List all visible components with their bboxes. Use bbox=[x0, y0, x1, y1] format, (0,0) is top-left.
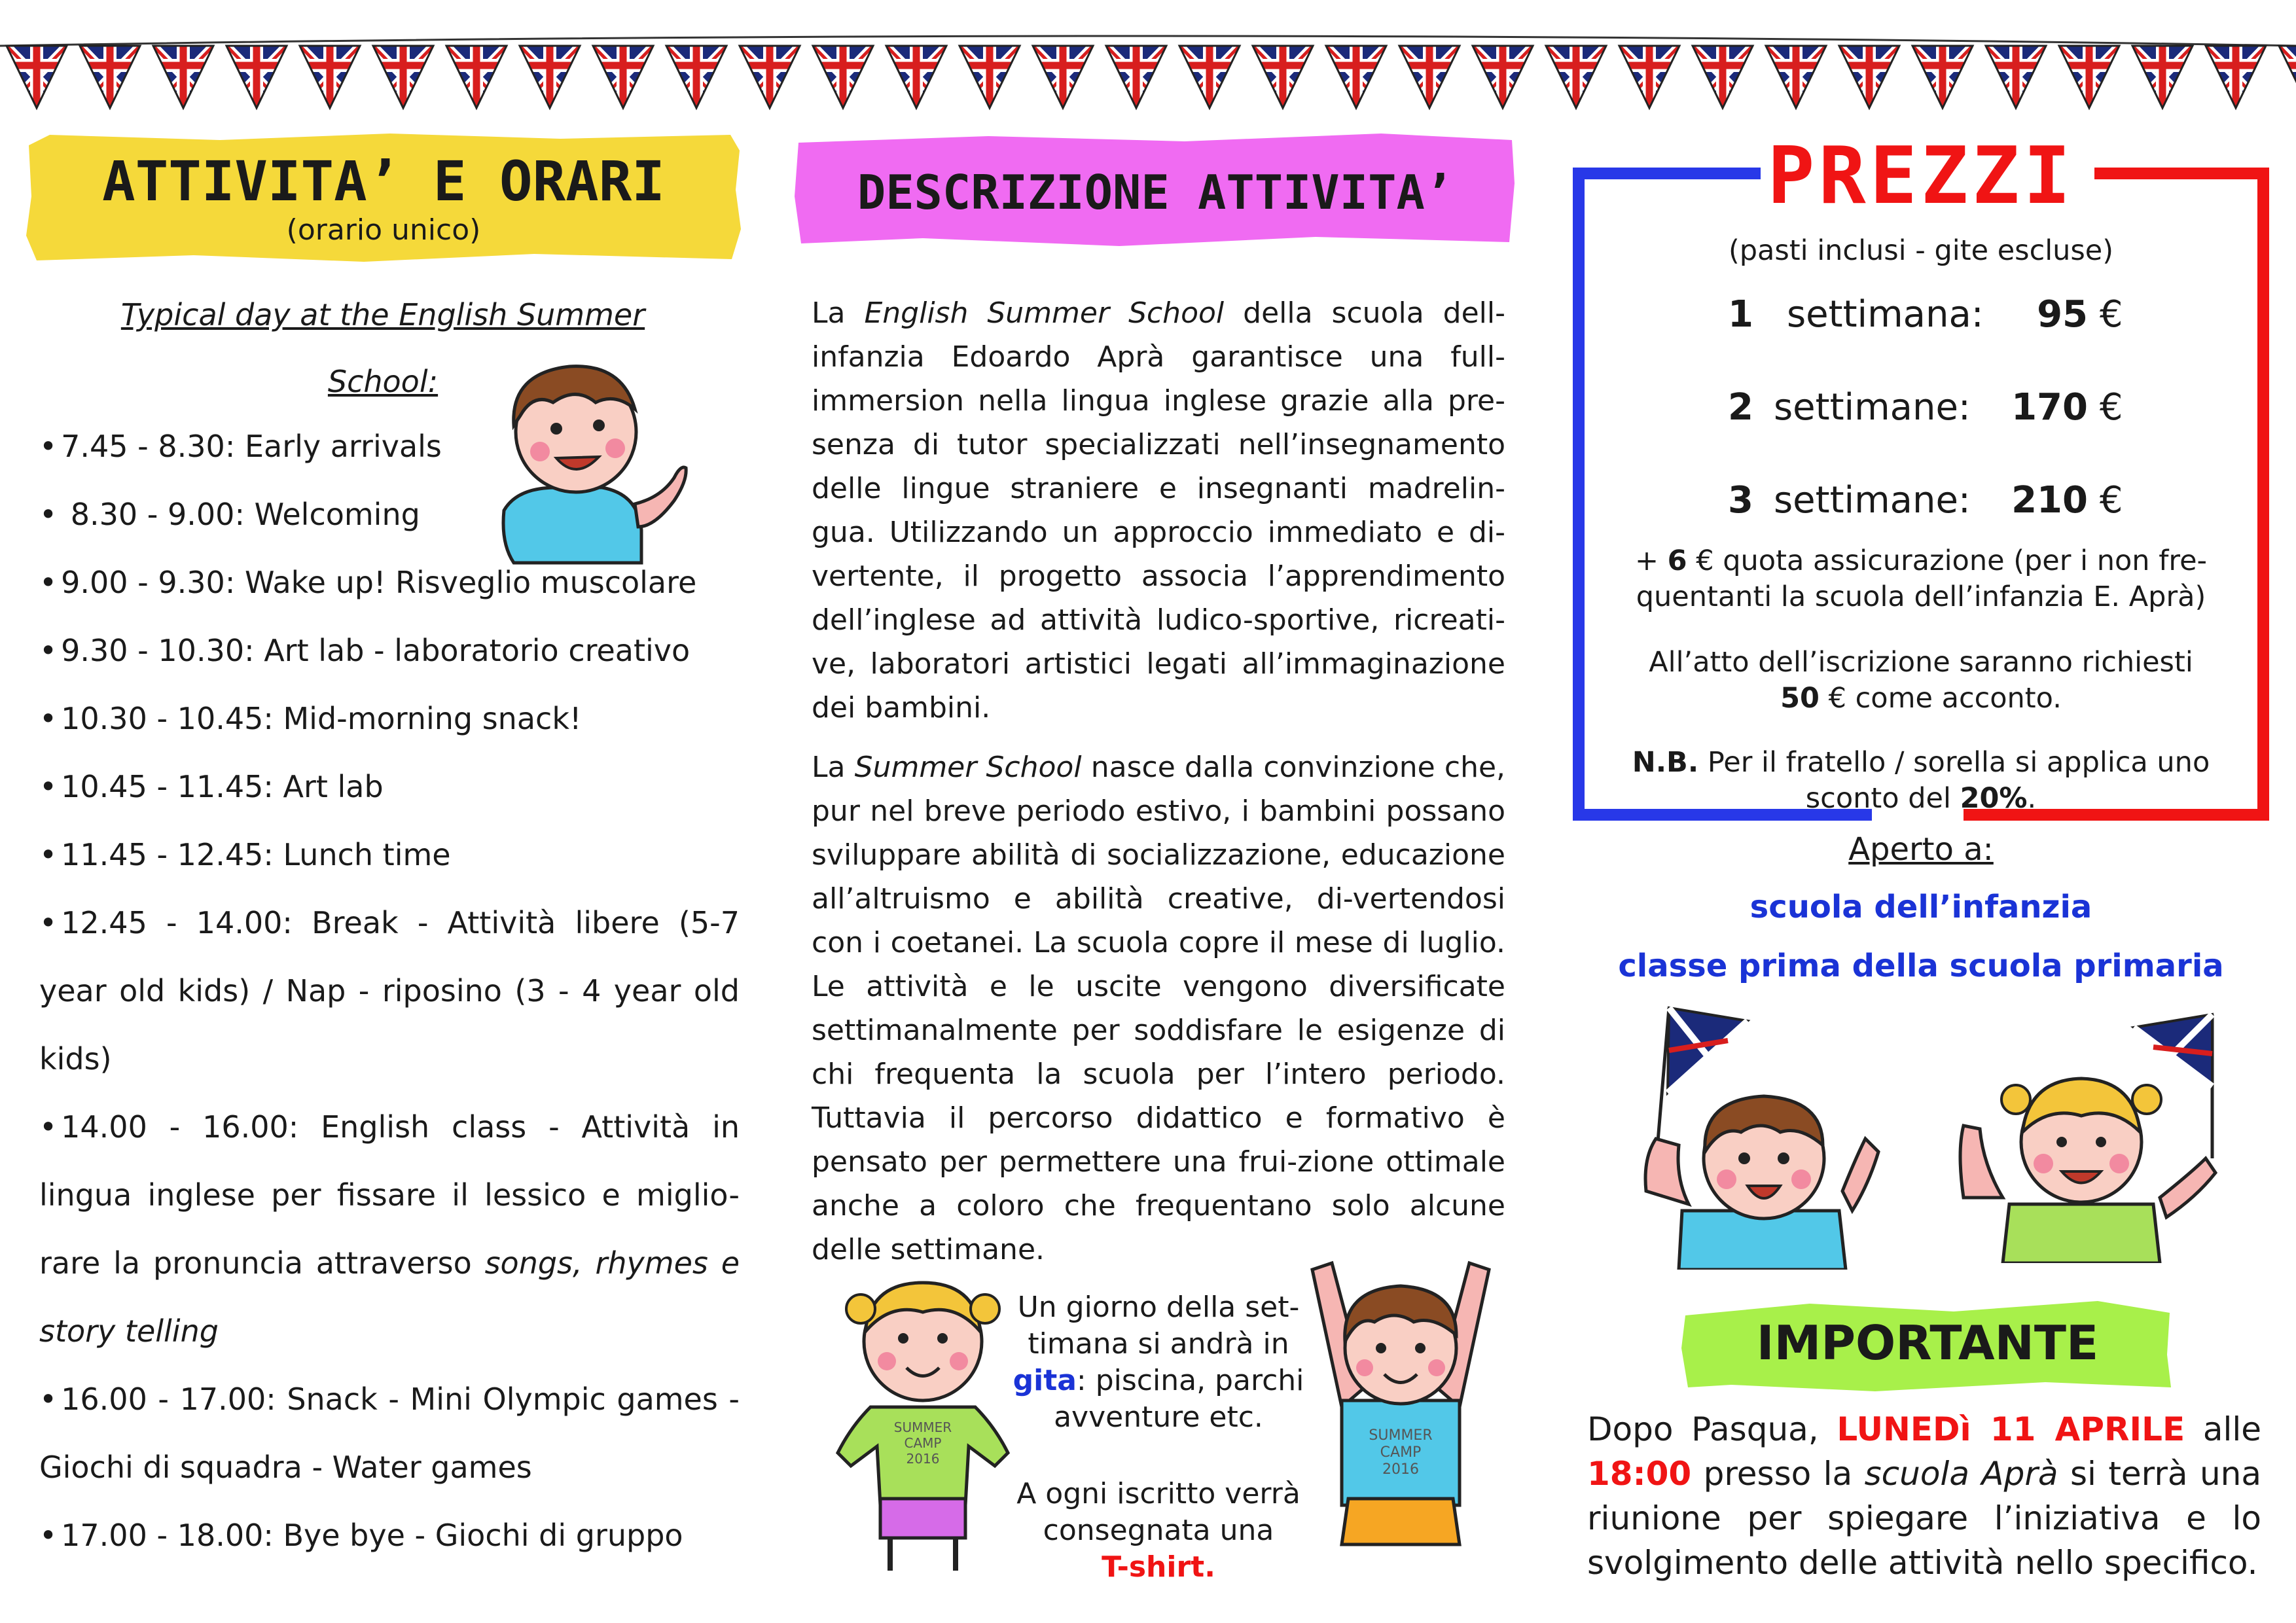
tshirt-highlight: T-shirt. bbox=[1102, 1550, 1215, 1584]
bunting-flag bbox=[226, 46, 287, 108]
schedule-item: • 8.30 - 9.00: Welcoming bbox=[39, 480, 740, 548]
bunting-flag bbox=[886, 46, 946, 108]
bunting-flag bbox=[7, 46, 67, 108]
prices-title: PREZZI bbox=[1767, 131, 2075, 222]
songs-rhymes-storytelling: songs, rhymes e story telling bbox=[39, 1245, 740, 1349]
bunting-flag bbox=[373, 46, 433, 108]
cheering-boy-illustration bbox=[1302, 1243, 1499, 1584]
bunting-flag bbox=[300, 46, 360, 108]
bunting-flag bbox=[960, 46, 1020, 108]
bunting-flag bbox=[593, 46, 653, 108]
bunting-flag bbox=[1693, 46, 1753, 108]
bunting-flag bbox=[153, 46, 213, 108]
schedule-item: • 10.30 - 10.45: Mid-morning snack! bbox=[39, 685, 740, 753]
boy-tshirt-print-line-1: SUMMER bbox=[1369, 1427, 1433, 1444]
description-paragraph-2: La Summer School nasce dalla convinzione che, pur nel breve periodo estivo, i bambini possano sviluppare abilità di socializzazione, educazione all’altruismo e abilità creative, di-vertendosi con i coetanei. La scuola copre il mese di luglio. Le attività e le uscite vengono diversificate settimanalmente per soddisfare le esigenze di chi frequenta la scuola per l’intero periodo. Tuttavia il percorso didattico e formativo è pensato per permettere una frui-zione ottimale anche a coloro che frequentano solo alcune delle settimane. bbox=[812, 751, 1506, 1266]
bunting-flag bbox=[1106, 46, 1166, 108]
price-row: 3 settimane: 210 € bbox=[1728, 479, 2123, 522]
girl-tshirt-print-line-1: SUMMER bbox=[893, 1419, 952, 1435]
boy-tshirt-print-line-3: 2016 bbox=[1382, 1461, 1419, 1478]
bunting-flag bbox=[80, 46, 140, 108]
bunting-flag bbox=[1546, 46, 1606, 108]
meeting-time: 18:00 bbox=[1587, 1455, 1692, 1493]
price-row: 1 settimana: 95 € bbox=[1728, 293, 2123, 336]
activities-subtitle: (orario unico) bbox=[286, 213, 481, 247]
bunting-flag bbox=[1839, 46, 1899, 108]
open-to-first-grade: classe prima della scuola primaria bbox=[1618, 948, 2224, 984]
open-to-label: Aperto a: bbox=[1848, 831, 1994, 868]
bunting-flag bbox=[2206, 46, 2266, 108]
activities-title-plate bbox=[24, 131, 744, 265]
bunting-flag bbox=[520, 46, 580, 108]
girl-tshirt-print-line-3: 2016 bbox=[906, 1451, 940, 1467]
bunting-flag bbox=[1033, 46, 1093, 108]
schedule-item: • 9.00 - 9.30: Wake up! Risveglio muscolare bbox=[39, 548, 740, 616]
prices-subtitle: (pasti inclusi - gite escluse) bbox=[1728, 234, 2114, 267]
bunting-flag bbox=[2059, 46, 2119, 108]
description-title: DESCRIZIONE ATTIVITA’ bbox=[857, 165, 1454, 220]
typical-day-heading-2: School: bbox=[327, 364, 439, 399]
girl-with-flag-illustration bbox=[1937, 1001, 2245, 1263]
schedule-item: • 7.45 - 8.30: Early arrivals bbox=[39, 412, 740, 480]
bunting-flag bbox=[1766, 46, 1826, 108]
bunting-flag bbox=[1473, 46, 1533, 108]
daily-schedule bbox=[39, 412, 740, 1569]
activities-title: ATTIVITA’ E ORARI bbox=[102, 149, 665, 213]
open-to-kindergarten: scuola dell’infanzia bbox=[1749, 889, 2092, 925]
bunting-flag bbox=[1912, 46, 1973, 108]
price-list bbox=[1728, 268, 2147, 547]
bunting-flag bbox=[1986, 46, 2046, 108]
bunting-flag bbox=[446, 46, 507, 108]
description-title-plate bbox=[792, 131, 1518, 249]
girl-tshirt-print-line-2: CAMP bbox=[904, 1435, 942, 1451]
typical-day-heading-1: Typical day at the English Summer bbox=[120, 297, 645, 332]
bunting-flag bbox=[2132, 46, 2193, 108]
bunting-flag bbox=[1399, 46, 1460, 108]
trip-note: Un giorno della set-timana si andrà in gita: piscina, parchi avventure etc. bbox=[1013, 1291, 1304, 1434]
schedule-item: • 10.45 - 11.45: Art lab bbox=[39, 753, 740, 821]
bunting-flag bbox=[2279, 46, 2296, 108]
schedule-item: • 9.30 - 10.30: Art lab - laboratorio creativo bbox=[39, 616, 740, 685]
sibling-discount-note: N.B. Per il fratello / sorella si applica uno sconto del 20%. bbox=[1632, 746, 2210, 815]
bunting-flag bbox=[740, 46, 800, 108]
tshirt-note: A ogni iscritto verrà consegnata una T-shirt. bbox=[1016, 1477, 1300, 1584]
insurance-note: + 6 € quota assicurazione (per i non fre-quentanti la scuola dell’infanzia E. Aprà) bbox=[1634, 544, 2208, 613]
boy-with-flag-illustration bbox=[1617, 995, 1924, 1270]
schedule-item: • 16.00 - 17.00: Snack - Mini Olympic games - Giochi di squadra - Water games bbox=[39, 1365, 740, 1501]
price-row: 2 settimane: 170 € bbox=[1728, 386, 2123, 429]
bunting-flag bbox=[666, 46, 726, 108]
bunting-flag bbox=[813, 46, 873, 108]
schedule-item: • 12.45 - 14.00: Break - Attività libere (5-7 year old kids) / Nap - riposino (3 - 4 year old kids) bbox=[39, 889, 740, 1093]
bunting-flag bbox=[1179, 46, 1240, 108]
deposit-note: All’atto dell’iscrizione saranno richiesti 50 € come acconto. bbox=[1649, 646, 2193, 715]
bunting-flag bbox=[1253, 46, 1313, 108]
union-jack-bunting bbox=[0, 0, 2296, 111]
important-title-plate bbox=[1679, 1296, 2176, 1394]
meeting-date: LUNEDì 11 APRILE bbox=[1837, 1410, 2185, 1448]
girl-tshirt-illustration bbox=[825, 1257, 1021, 1577]
important-title: IMPORTANTE bbox=[1756, 1315, 2099, 1370]
schedule-item: • 14.00 - 16.00: English class - Attività in lingua inglese per fissare il lessico e miglio-rare la pronuncia attraverso songs, rhymes e story telling bbox=[39, 1093, 740, 1365]
schedule-item: • 17.00 - 18.00: Bye bye - Giochi di gruppo bbox=[39, 1501, 740, 1569]
bunting-flag bbox=[1326, 46, 1386, 108]
schedule-item: • 11.45 - 12.45: Lunch time bbox=[39, 821, 740, 889]
description-paragraph-1: La English Summer School della scuola dell-infanzia Edoardo Aprà garantisce una full-immersion nella lingua inglese grazie alla pre-senza di tutor specializzati nell’insegnamento delle lingue straniere e insegnanti madrelin-gua. Utilizzando un approccio immediato e di-vertente, il progetto associa l’apprendimento dell’inglese ad attività ludico-sportive, ricreati-ve, laboratori artistici legati all’immaginazione dei bambini. bbox=[812, 296, 1505, 724]
boy-tshirt-print-line-2: CAMP bbox=[1380, 1444, 1422, 1461]
bunting-flag bbox=[1619, 46, 1679, 108]
meeting-announcement: Dopo Pasqua, LUNEDì 11 APRILE alle 18:00 presso la scuola Aprà si terrà una riunione per spiegare l’iniziativa e lo svolgimento delle attività nello specifico. bbox=[1587, 1410, 2262, 1582]
